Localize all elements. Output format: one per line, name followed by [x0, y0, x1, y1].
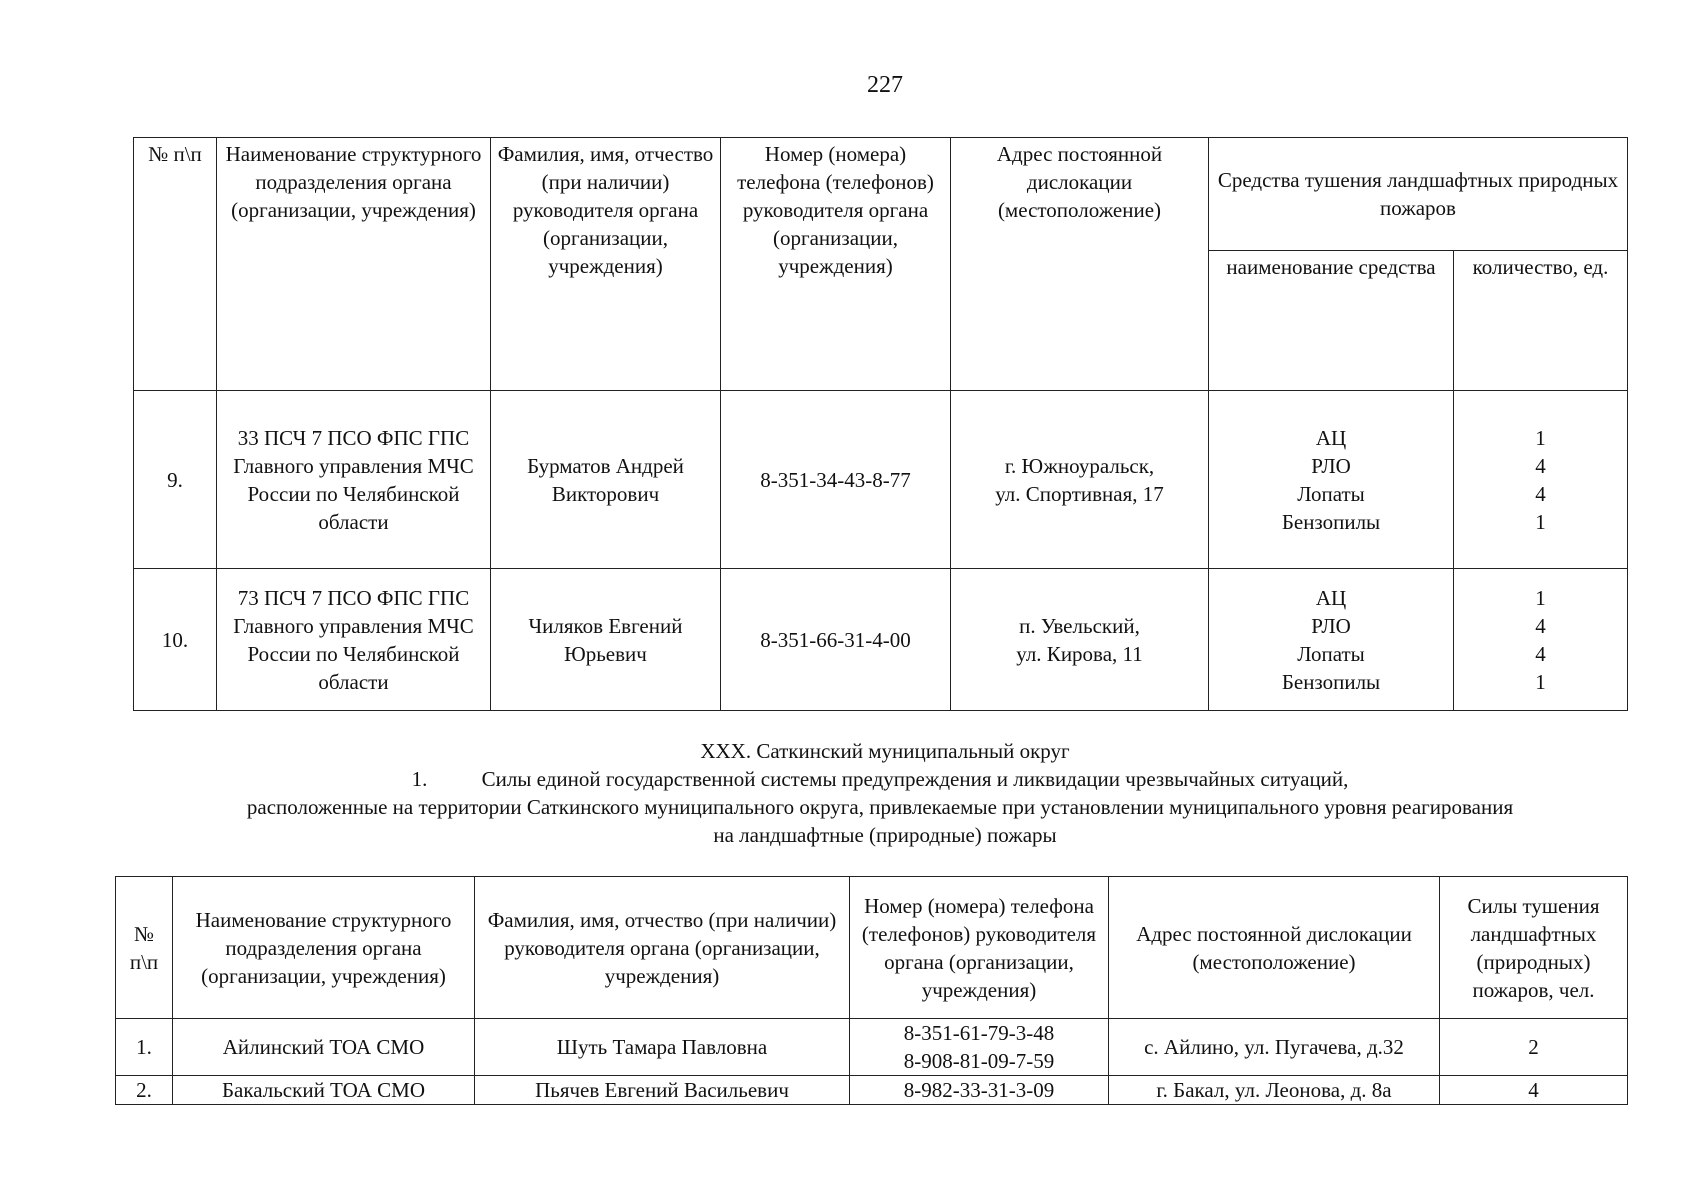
header-unit-name: Наименование структурного подразделения органа (организации, учреждения): [217, 138, 491, 391]
forces-table: [115, 876, 1628, 1105]
section-subtitle-line: [330, 765, 1430, 793]
address-line: п. Увельский,: [1019, 613, 1140, 638]
table-row: [116, 1019, 1628, 1076]
row-unit-name: 33 ПСЧ 7 ПСО ФПС ГПС Главного управления МЧС России по Челябинской области: [217, 391, 491, 569]
table-row: [134, 391, 1628, 569]
row-phone: 8-351-34-43-8-77: [721, 391, 951, 569]
fire-means-table: [133, 137, 1628, 711]
means-item: АЦ: [1315, 425, 1347, 450]
row-address: с. Айлино, ул. Пугачева, д.32: [1109, 1019, 1440, 1076]
qty-item: 4: [1535, 613, 1546, 638]
row-unit-name: 73 ПСЧ 7 ПСО ФПС ГПС Главного управления МЧС России по Челябинской области: [217, 569, 491, 711]
row-num: 9.: [134, 391, 217, 569]
row-forces: 4: [1440, 1076, 1628, 1105]
row-head-name: Бурматов Андрей Викторович: [491, 391, 721, 569]
header-address: Адрес постоянной дислокации (местоположение): [1109, 877, 1440, 1019]
row-forces: 2: [1440, 1019, 1628, 1076]
row-unit-name: Бакальский ТОА СМО: [173, 1076, 475, 1105]
row-head-name: Шуть Тамара Павловна: [475, 1019, 850, 1076]
header-head-name: Фамилия, имя, отчество (при наличии) руководителя органа (организации, учреждения): [475, 877, 850, 1019]
header-num: № п\п: [134, 138, 217, 391]
section-item-number: 1.: [411, 767, 428, 791]
row-num: 10.: [134, 569, 217, 711]
page-number: 227: [867, 72, 903, 98]
qty-item: 4: [1535, 481, 1546, 506]
row-head-name: Пьячев Евгений Васильевич: [475, 1076, 850, 1105]
row-qty-list: [1454, 391, 1628, 569]
qty-item: 1: [1535, 509, 1546, 534]
row-num: 2.: [116, 1076, 173, 1105]
table-row: [116, 1076, 1628, 1105]
qty-item: 1: [1535, 669, 1546, 694]
means-item: РЛО: [1311, 613, 1351, 638]
phone-line: 8-351-61-79-3-48: [903, 1021, 1055, 1045]
header-unit-name: Наименование структурного подразделения органа (организации, учреждения): [173, 877, 475, 1019]
row-phone: 8-982-33-31-3-09: [850, 1076, 1109, 1105]
means-item: РЛО: [1311, 453, 1351, 478]
qty-item: 1: [1535, 585, 1546, 610]
means-item: Бензопилы: [1281, 669, 1381, 694]
row-qty-list: [1454, 569, 1628, 711]
header-head-name: Фамилия, имя, отчество (при наличии) руководителя органа (организации, учреждения): [491, 138, 721, 391]
header-address: Адрес постоянной дислокации (местоположение): [951, 138, 1209, 391]
qty-item: 1: [1535, 425, 1546, 450]
header-num: № п\п: [116, 877, 173, 1019]
address-line: ул. Кирова, 11: [1016, 641, 1143, 666]
header-forces: Силы тушения ландшафтных (природных) пожаров, чел.: [1440, 877, 1628, 1019]
row-address: г. Бакал, ул. Леонова, д. 8а: [1109, 1076, 1440, 1105]
phone-line: 8-908-81-09-7-59: [903, 1049, 1055, 1073]
table-row: [134, 569, 1628, 711]
means-item: Бензопилы: [1281, 509, 1381, 534]
row-means-list: [1209, 391, 1454, 569]
row-phone: [850, 1019, 1109, 1076]
section-subtitle-text: Силы единой государственной системы предупреждения и ликвидации чрезвычайных ситуаций,: [481, 767, 1349, 791]
row-num: 1.: [116, 1019, 173, 1076]
header-means-name: наименование средства: [1209, 251, 1454, 391]
section-title: XXX. Саткинский муниципальный округ: [700, 739, 1070, 763]
means-item: Лопаты: [1297, 641, 1365, 666]
section-subtitle-line: на ландшафтные (природные) пожары: [713, 823, 1057, 847]
row-unit-name: Айлинский ТОА СМО: [173, 1019, 475, 1076]
qty-item: 4: [1535, 641, 1546, 666]
row-phone: 8-351-66-31-4-00: [721, 569, 951, 711]
row-means-list: [1209, 569, 1454, 711]
row-address: [951, 569, 1209, 711]
address-line: г. Южноуральск,: [1004, 453, 1155, 478]
section-subtitle-line: расположенные на территории Саткинского муниципального округа, привлекаемые при установлении муниципального уровня реагирования: [246, 795, 1514, 819]
address-line: ул. Спортивная, 17: [995, 481, 1164, 506]
header-phone: Номер (номера) телефона (телефонов) руководителя органа (организации, учреждения): [850, 877, 1109, 1019]
header-means-qty: количество, ед.: [1454, 251, 1628, 391]
means-item: АЦ: [1315, 585, 1347, 610]
row-head-name: Чиляков Евгений Юрьевич: [491, 569, 721, 711]
qty-item: 4: [1535, 453, 1546, 478]
means-item: Лопаты: [1297, 481, 1365, 506]
header-phone: Номер (номера) телефона (телефонов) руководителя органа (организации, учреждения): [721, 138, 951, 391]
row-address: [951, 391, 1209, 569]
header-fire-means: Средства тушения ландшафтных природных пожаров: [1209, 138, 1628, 251]
